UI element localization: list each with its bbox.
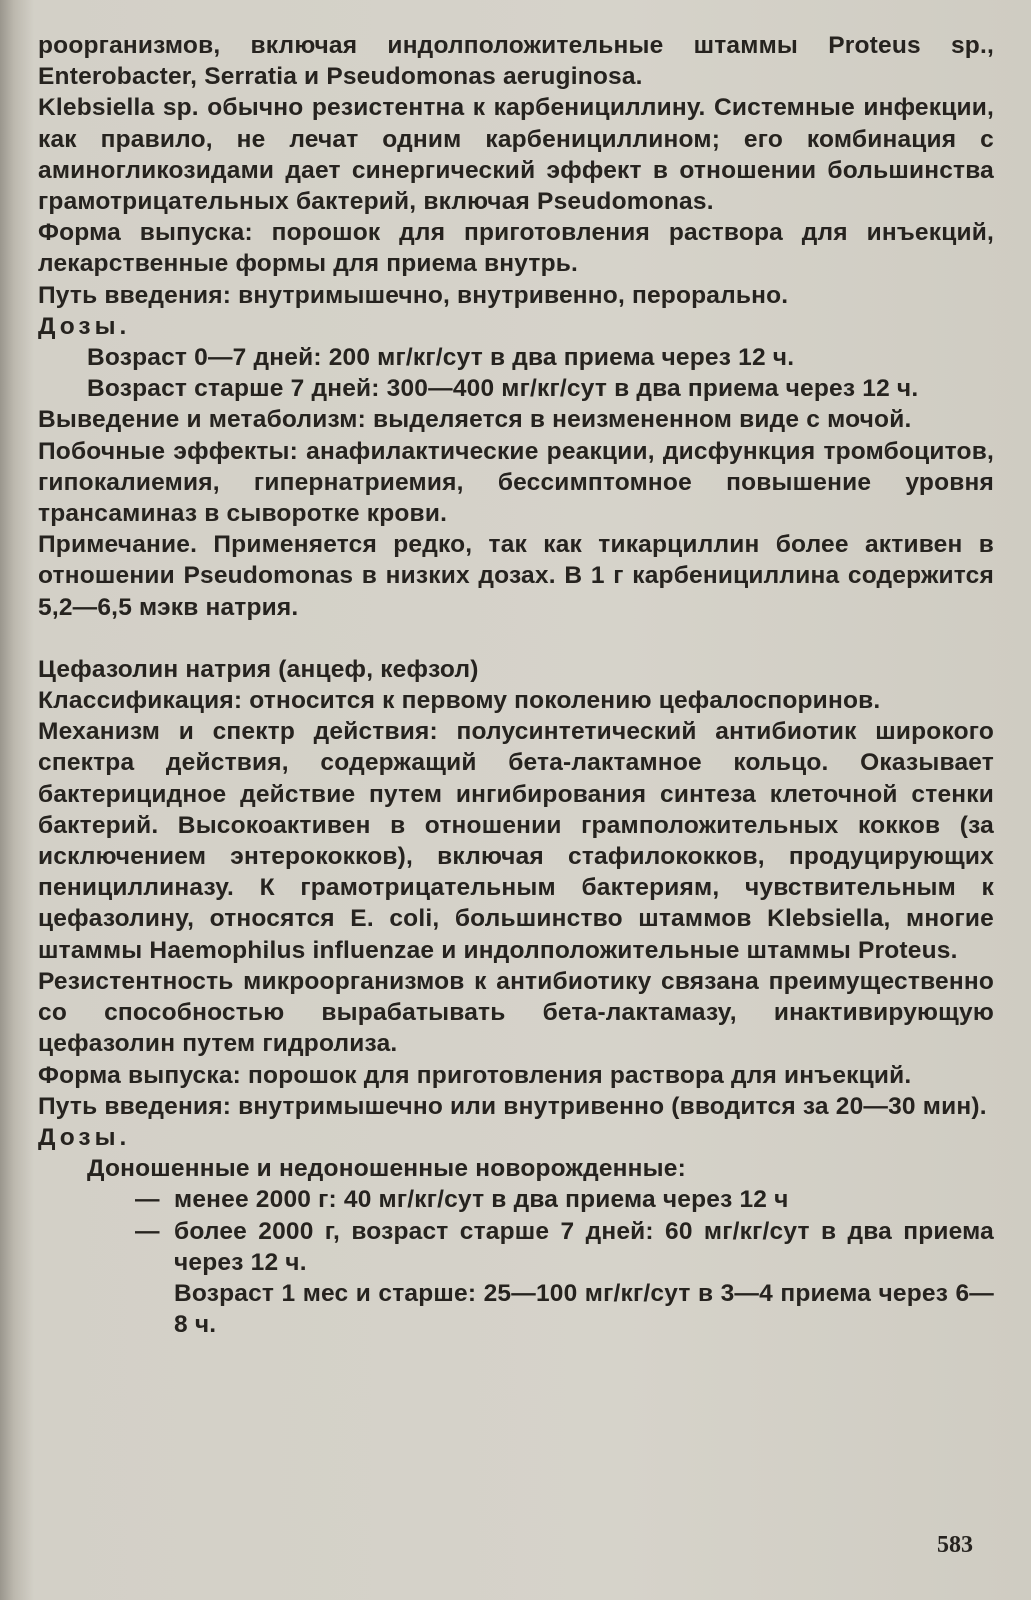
dose-line: Возраст 1 мес и старше: 25—100 мг/кг/сут в 3—4 приема через 6—8 ч. [174,1279,994,1339]
dose-line: Возраст старше 7 дней: 300—400 мг/кг/сут в два приема через 12 ч. [87,375,919,403]
paragraph-note: Примечание. Применяется редко, так как тикарциллин более активен в отношении Pseudomonas в низких дозах. В 1 г карбенициллина содержится 5,2—6,5 мэкв натрия. [38,531,994,621]
section-gap [38,623,994,654]
paragraph-klebsiella: Klebsiella sp. обычно резистентна к карбенициллину. Системные инфекции, как правило, не лечат одним карбенициллином; его комбинация с аминогликозидами дает синергический эффект в отношении большинства грамотрицательных бактерий, включая Pseudomonas. [38,94,994,216]
doses-heading: Дозы. [38,1123,131,1151]
paragraph-route: Путь введения: внутримышечно, внутривенно, перорально. [38,281,789,309]
paragraph-resistance: Резистентность микроорганизмов к антибиотику связана преимущественно со способностью вырабатывать бета-лактамазу, инактивирующую цефазолин путем гидролиза. [38,967,994,1058]
paragraph-route: Путь введения: внутримышечно или внутривенно (вводится за 20—30 мин). [38,1092,987,1120]
paragraph-release-form: Форма выпуска: порошок для приготовления раствора для инъекций. [38,1061,912,1089]
dose-list-item [38,1216,994,1278]
paragraph-excretion: Выведение и метаболизм: выделяется в неизмененном виде с мочой. [38,406,912,434]
dose-text: менее 2000 г: 40 мг/кг/сут в два приема через 12 ч [174,1186,789,1214]
dose-line: Возраст 0—7 дней: 200 мг/кг/сут в два приема через 12 ч. [87,344,795,372]
drug-heading: Цефазолин натрия (анцеф, кефзол) [38,655,479,683]
dose-list-item [38,1184,994,1215]
paragraph-classification: Классификация: относится к первому поколению цефалоспоринов. [38,687,881,715]
page-text [38,30,994,1340]
dash-glyph: — [135,1217,160,1245]
doses-heading: Дозы. [38,312,131,340]
paragraph-release-form: Форма выпуска: порошок для приготовления раствора для инъекций, лекарственные формы для приема внутрь. [38,219,994,278]
page-number: 583 [937,1532,973,1558]
paragraph-side-effects: Побочные эффекты: анафилактические реакции, дисфункция тромбоцитов, гипокалиемия, гипернатриемия, бессимптомное повышение уровня трансаминаз в сыворотке крови. [38,437,994,528]
dose-group-heading: Доношенные и недоношенные новорожденные: [87,1155,686,1183]
paragraph-mechanism: Механизм и спектр действия: полусинтетический антибиотик широкого спектра действия, содержащий бета-лактамное кольцо. Оказывает бактерицидное действие путем ингибирования синтеза клеточной стенки бактерий. Высокоактивен в отношении грамположительных кокков (за исключением энтерококков), включая стафилококков, продуцирующих пенициллиназу. К грамотрицательным бактериям, чувствительным к цефазолину, относятся E. coli, большинство штаммов Klebsiella, многие штаммы Haemophilus influenzae и индолположительные штаммы Proteus. [38,718,994,964]
dash-glyph: — [135,1186,160,1214]
paragraph-continuation: роорганизмов, включая индолположительные штаммы Proteus sp., Enterobacter, Serratia и Pseudomonas aeruginosa. [38,32,994,91]
dose-text: более 2000 г, возраст старше 7 дней: 60 мг/кг/сут в два приема через 12 ч. [174,1217,994,1276]
